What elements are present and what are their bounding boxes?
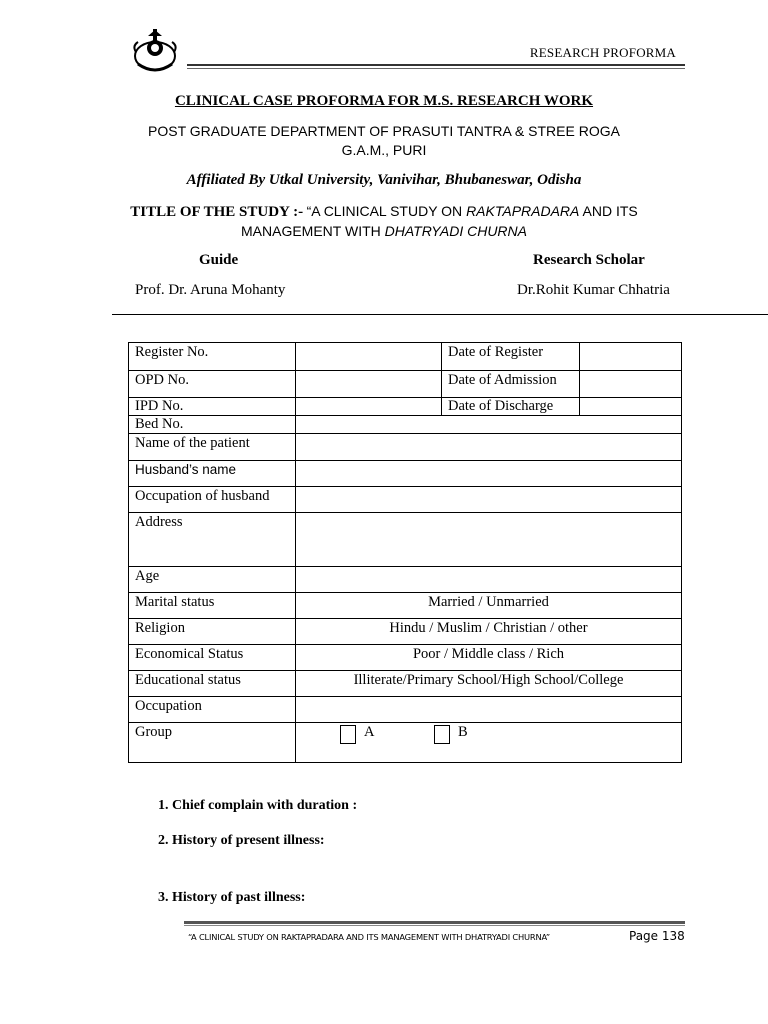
table-row bbox=[129, 593, 682, 619]
group-field bbox=[296, 723, 682, 763]
table-row bbox=[129, 513, 682, 567]
date-of-register-field[interactable] bbox=[580, 343, 682, 371]
group-b-checkbox[interactable] bbox=[434, 725, 450, 744]
bed-no-field[interactable] bbox=[296, 416, 682, 434]
patient-form-table bbox=[128, 342, 682, 763]
economical-status-options[interactable]: Poor / Middle class / Rich bbox=[296, 645, 682, 671]
date-of-discharge-label: Date of Discharge bbox=[442, 398, 580, 416]
table-row bbox=[129, 645, 682, 671]
study-title-label: TITLE OF THE STUDY :- bbox=[130, 204, 304, 220]
footer-rule bbox=[184, 921, 685, 924]
study-title: TITLE OF THE STUDY :- “A CLINICAL STUDY ON RAKTAPRADARA AND ITS MANAGEMENT WITH DHATRYADI CHURNA bbox=[130, 203, 638, 239]
document-title: CLINICAL CASE PROFORMA FOR M.S. RESEARCH WORK bbox=[174, 93, 594, 109]
husband-occupation-label: Occupation of husband bbox=[129, 487, 296, 513]
husband-name-field[interactable] bbox=[296, 461, 682, 487]
group-b-label: B bbox=[458, 724, 468, 740]
patient-name-field[interactable] bbox=[296, 434, 682, 461]
table-row bbox=[129, 343, 682, 371]
section-past-illness: 3. History of past illness: bbox=[158, 890, 306, 905]
marital-status-options[interactable]: Married / Unmarried bbox=[296, 593, 682, 619]
table-row bbox=[129, 671, 682, 697]
affiliation: Affiliated By Utkal University, Vanivihar, Bhubaneswar, Odisha bbox=[186, 172, 582, 188]
table-row bbox=[129, 398, 682, 416]
age-label: Age bbox=[129, 567, 296, 593]
economical-status-label: Economical Status bbox=[129, 645, 296, 671]
emblem-logo bbox=[130, 26, 180, 76]
ipd-no-field[interactable] bbox=[296, 398, 442, 416]
patient-name-label: Name of the patient bbox=[129, 434, 296, 461]
college-name: G.A.M., PURI bbox=[341, 142, 427, 158]
header-rule bbox=[187, 64, 685, 66]
occupation-field[interactable] bbox=[296, 697, 682, 723]
table-row bbox=[129, 461, 682, 487]
educational-status-label: Educational status bbox=[129, 671, 296, 697]
ipd-no-label: IPD No. bbox=[129, 398, 296, 416]
table-row bbox=[129, 567, 682, 593]
table-row bbox=[129, 697, 682, 723]
religion-options[interactable]: Hindu / Muslim / Christian / other bbox=[296, 619, 682, 645]
footer-rule-thin bbox=[184, 925, 685, 926]
date-of-discharge-field[interactable] bbox=[580, 398, 682, 416]
section-present-illness: 2. History of present illness: bbox=[158, 833, 325, 848]
page-number: Page 138 bbox=[629, 929, 685, 943]
educational-status-options[interactable]: Illiterate/Primary School/High School/College bbox=[296, 671, 682, 697]
date-of-register-label: Date of Register bbox=[442, 343, 580, 371]
group-label: Group bbox=[129, 723, 296, 763]
opd-no-label: OPD No. bbox=[129, 371, 296, 398]
table-row bbox=[129, 619, 682, 645]
register-no-label: Register No. bbox=[129, 343, 296, 371]
address-field[interactable] bbox=[296, 513, 682, 567]
table-row bbox=[129, 434, 682, 461]
table-row bbox=[129, 371, 682, 398]
header-rule-thin bbox=[187, 68, 685, 69]
bed-no-label: Bed No. bbox=[129, 416, 296, 434]
age-field[interactable] bbox=[296, 567, 682, 593]
header-title: RESEARCH PROFORMA bbox=[529, 45, 676, 60]
scholar-label: Research Scholar bbox=[533, 252, 645, 268]
table-row bbox=[129, 723, 682, 763]
department-block bbox=[0, 122, 768, 160]
date-of-admission-label: Date of Admission bbox=[442, 371, 580, 398]
husband-occupation-field[interactable] bbox=[296, 487, 682, 513]
table-row bbox=[129, 487, 682, 513]
guide-label: Guide bbox=[199, 252, 239, 268]
marital-status-label: Marital status bbox=[129, 593, 296, 619]
separator-rule bbox=[112, 314, 768, 315]
group-a-option[interactable] bbox=[340, 724, 374, 744]
group-b-option[interactable] bbox=[434, 724, 468, 744]
opd-no-field[interactable] bbox=[296, 371, 442, 398]
group-a-label: A bbox=[364, 724, 375, 740]
group-a-checkbox[interactable] bbox=[340, 725, 356, 744]
religion-label: Religion bbox=[129, 619, 296, 645]
husband-name-label: Husband’s name bbox=[129, 461, 296, 487]
department-name: POST GRADUATE DEPARTMENT OF PRASUTI TANTRA & STREE ROGA bbox=[148, 123, 620, 139]
footer-study-title: “A CLINICAL STUDY ON RAKTAPRADARA AND ITS MANAGEMENT WITH DHATRYADI CHURNA” bbox=[188, 932, 551, 942]
table-row bbox=[129, 416, 682, 434]
section-chief-complaint: 1. Chief complain with duration : bbox=[158, 798, 358, 813]
register-no-field[interactable] bbox=[296, 343, 442, 371]
guide-name: Prof. Dr. Aruna Mohanty bbox=[135, 282, 286, 298]
address-label: Address bbox=[129, 513, 296, 567]
occupation-label: Occupation bbox=[129, 697, 296, 723]
date-of-admission-field[interactable] bbox=[580, 371, 682, 398]
scholar-name: Dr.Rohit Kumar Chhatria bbox=[517, 282, 670, 298]
